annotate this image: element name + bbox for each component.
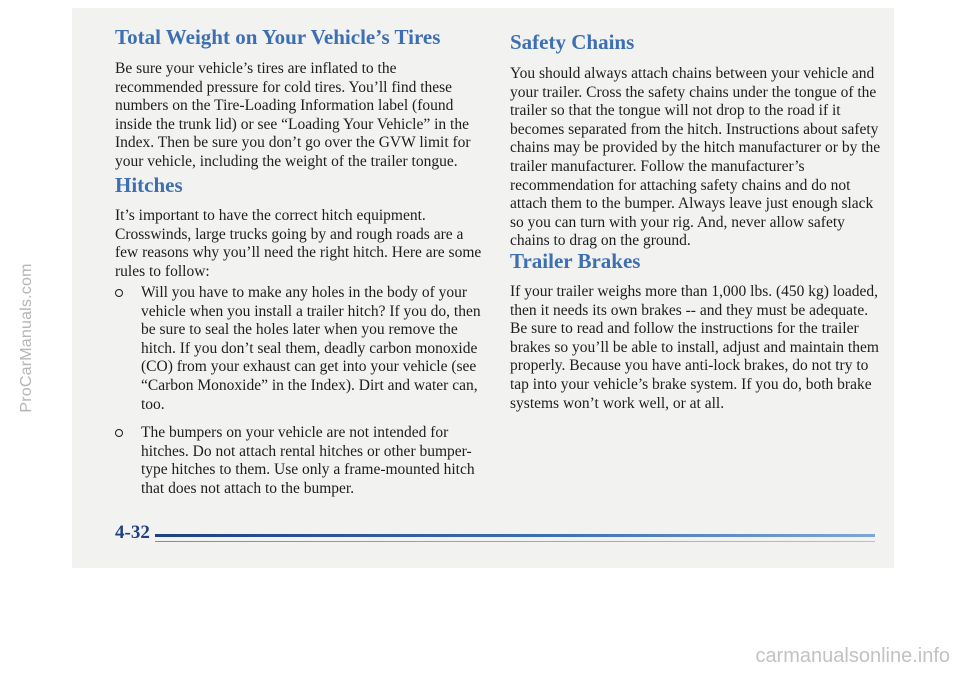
total-weight-paragraph: Be sure your vehicle’s tires are inflated to the recommended pressure for cold tires. You’ll find these numbers on the Tire-Loading Information label (found inside the trunk lid) or see “Loading Your Vehicle” in the Index. Then be sure you don’t go over the GVW limit for your vehicle, including the weight of the trailer tongue. [115, 60, 471, 170]
list-item [115, 284, 487, 414]
hitch-rule-text: Will you have to make any holes in the body of your vehicle when you install a trailer hitch? If you do, then be sure to seal the holes later when you remove the hitch. If you don’t seal them, deadly carbon monoxide (CO) from your exhaust can get into your vehicle (see “Carbon Monoxide” in the Index). Dirt and water can, too. [141, 284, 481, 413]
safety-chains-paragraph: You should always attach chains between your vehicle and your trailer. Cross the safety chains under the tongue of the trailer so that the tongue will not drop to the road if it becomes separated from the hitch. Instructions about safety chains may be provided by the hitch manufacturer or by the trailer manufacturer. Follow the manufacturer’s recommendation for attaching safety chains and do not attach them to the bumper. Always leave just enough slack so you can turn with your rig. And, never allow safety chains to drag on the ground. [510, 65, 881, 250]
hitches-paragraph: It’s important to have the correct hitch equipment. Crosswinds, large trucks going by and rough roads are a few reasons why you’ll need the right hitch. Here are some rules to follow: [115, 207, 482, 280]
safety-chains-heading: Safety Chains [510, 30, 635, 54]
hitches-heading: Hitches [115, 173, 183, 197]
page-number: 4-32 [115, 522, 150, 543]
hitch-rule-text: The bumpers on your vehicle are not intended for hitches. Do not attach rental hitches or other bumper-type hitches to them. Use only a frame-mounted hitch that does not attach to the bumper. [141, 424, 475, 497]
list-item [115, 424, 487, 498]
hitch-rules-list [115, 284, 487, 509]
bullet-icon [115, 429, 123, 437]
bullet-icon [115, 289, 123, 297]
trailer-brakes-heading: Trailer Brakes [510, 249, 641, 273]
manual-page [72, 8, 894, 568]
side-watermark: ProCarManuals.com [18, 263, 35, 413]
footer-rule-thin [155, 541, 875, 542]
total-weight-heading: Total Weight on Your Vehicle’s Tires [115, 25, 441, 49]
bottom-watermark: carmanualsonline.info [755, 645, 950, 667]
trailer-brakes-paragraph: If your trailer weighs more than 1,000 lbs. (450 kg) loaded, then it needs its own brakes -- and they must be adequate. Be sure to read and follow the instructions for the trailer brakes so you’ll be able to install, adjust and maintain them properly. Because you have anti-lock brakes, do not try to tap into your vehicle’s brake system. If you do, both brake systems won’t work well, or at all. [510, 283, 879, 412]
footer-rule [155, 534, 875, 537]
